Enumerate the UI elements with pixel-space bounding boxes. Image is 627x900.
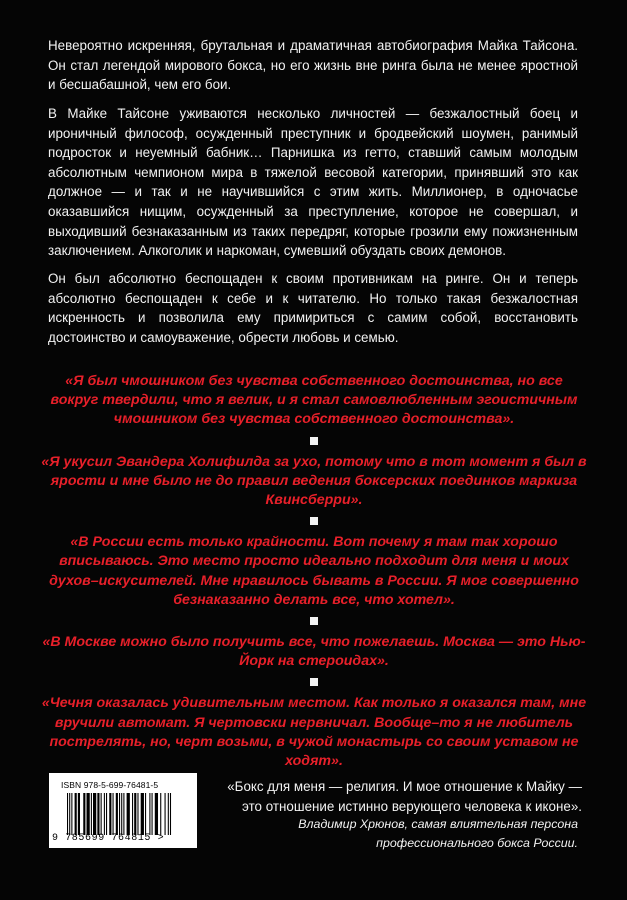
barcode-bar <box>104 793 105 835</box>
isbn-number: ISBN 978-5-699-76481-5 <box>61 780 159 790</box>
barcode-bar <box>127 793 130 835</box>
barcode-bar <box>67 793 68 835</box>
barcode-bar <box>155 793 158 835</box>
barcode-bar <box>75 793 77 835</box>
barcode-bar <box>97 793 99 835</box>
barcode-bar <box>106 793 107 835</box>
quote-1: «Я был чмошником без чувства собственного достоинства, но все вокруг твердили, что я велик, и я стал самовлюбленным эгоистичным чмошником без чувства собственного достоинства». <box>50 373 578 428</box>
barcode-bar <box>69 793 70 835</box>
barcode-bar <box>137 793 138 835</box>
barcode-bar <box>134 793 136 835</box>
barcode-bar <box>132 793 133 835</box>
isbn-barcode <box>49 773 197 848</box>
ean-digits: 9 785699 764815 > <box>52 833 165 844</box>
barcode-bar <box>91 793 92 835</box>
quote-5: «Чечня оказалась удивительным местом. Как только я оказался там, мне вручили автомат. Я чертовски нервничал. Вообще–то я не любитель пострелять, но, черт возьми, в чужой монастырь со своим уставом не ходят». <box>41 695 587 770</box>
barcode-bar <box>170 793 171 835</box>
endorsement-quote: «Бокс для меня — религия. И мое отношение к Майку — это отношение истинно верующего человека к иконе». <box>227 779 582 814</box>
barcode-bar <box>83 793 85 835</box>
intro-paragraph-2: В Майке Тайсоне уживаются несколько личностей — безжалостный боец и ироничный философ, осужденный преступник и бродвейский шоумен, ранимый подросток и неуемный бабник… Парнишка из гетто, ставший самым молодым абсолютным чемпионом мира в тяжелой весовой категории, принявший это как должное — и так и не научившийся с этим жить. Миллионер, в одночасье оказавшийся нищим, осужденный за преступление, которое не совершал, и выходивший безнаказанным из таких передряг, которые грозили ему пожизненным заключением. Алкоголик и наркоман, сумевший обуздать своих демонов. <box>48 106 578 259</box>
quote-separator <box>310 517 318 525</box>
barcode-bar <box>101 793 102 835</box>
quote-separator <box>310 678 318 686</box>
barcode-bars <box>67 793 185 835</box>
endorsement-author: Владимир Хрюнов, самая влиятельная персона профессионального бокса России. <box>298 817 578 850</box>
quote-separator <box>310 617 318 625</box>
intro-paragraph-3: Он был абсолютно беспощаден к своим противникам на ринге. Он и теперь абсолютно беспощаден к себе и к читателю. Но только такая безжалостная искренность и позволила ему примириться с самим собой, восстановить достоинство и самоуважение, обрести любовь и семью. <box>48 271 578 345</box>
barcode-bar <box>119 793 120 835</box>
barcode-bar <box>87 793 90 835</box>
barcode-bar <box>116 793 118 835</box>
barcode-bar <box>160 793 161 835</box>
barcode-bar <box>109 793 111 835</box>
intro-paragraph-1: Невероятно искренняя, брутальная и драматичная автобиография Майка Тайсона. Он стал легендой мирового бокса, но его жизнь вне ринга была не менее яростной и бесшабашной, чем его бои. <box>48 38 578 93</box>
barcode-bar <box>78 793 80 835</box>
quote-separator <box>310 437 318 445</box>
barcode-bar <box>165 793 166 835</box>
quote-3: «В России есть только крайности. Вот почему я там так хорошо вписываюсь. Это место просто идеально подходит для меня и моих духов–искусителей. Мне нравилось бывать в России. Я мог совершенно безнаказанно делать все, что хотел». <box>49 534 579 608</box>
barcode-bar <box>152 793 153 835</box>
barcode-bar <box>71 793 72 835</box>
quote-2: «Я укусил Эвандера Холифилда за ухо, потому что в тот момент я был в ярости и мне было не до правил ведения боксерских поединков маркиза Квинсберри». <box>41 453 587 509</box>
barcode-bar <box>93 793 96 835</box>
barcode-bar <box>121 793 122 835</box>
barcode-bar <box>141 793 144 835</box>
barcode-bar <box>168 793 169 835</box>
quote-4: «В Москве можно было получить все, что пожелаешь. Москва — это Нью-Йорк на стероидах». <box>42 634 586 670</box>
barcode-bar <box>145 793 146 835</box>
barcode-bar <box>123 793 124 835</box>
barcode-bar <box>113 793 114 835</box>
barcode-bar <box>149 793 150 835</box>
quotes-block <box>40 372 588 771</box>
